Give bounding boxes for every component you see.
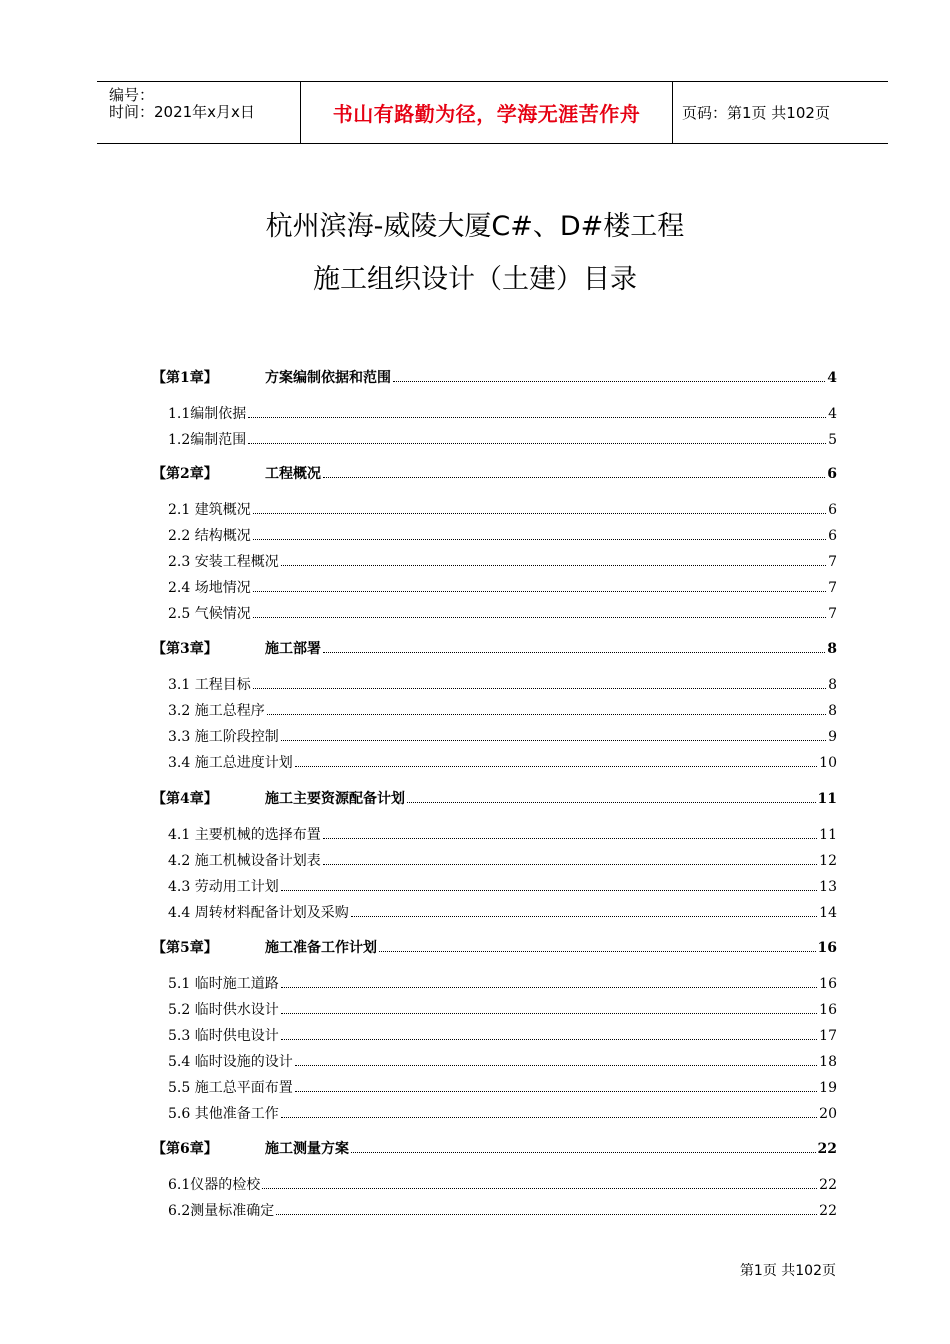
toc-chapter-title: 施工准备工作计划 — [265, 940, 377, 956]
toc-page-number: 16 — [819, 1002, 837, 1018]
toc-chapter-number: 【第2章】 — [152, 466, 218, 482]
toc-section-entry[interactable] — [168, 700, 837, 720]
toc-chapter-entry[interactable] — [152, 1138, 837, 1158]
toc-section-entry[interactable] — [168, 1200, 837, 1220]
document-subtitle: 施工组织设计（土建）目录 — [313, 264, 637, 295]
toc-leader-dots — [323, 651, 825, 653]
toc-leader-dots — [295, 1090, 817, 1092]
toc-leader-dots — [276, 1213, 817, 1215]
toc-section-entry[interactable] — [168, 1051, 837, 1071]
toc-section-title: 2.1 建筑概况 — [168, 502, 251, 518]
toc-page-number: 19 — [819, 1080, 837, 1096]
toc-leader-dots — [281, 1038, 817, 1040]
toc-chapter-number: 【第6章】 — [152, 1141, 218, 1157]
toc-section-title: 5.4 临时设施的设计 — [168, 1054, 293, 1070]
toc-leader-dots — [248, 416, 826, 418]
toc-page-number: 22 — [819, 1177, 837, 1193]
toc-page-number: 11 — [819, 827, 837, 843]
toc-section-entry[interactable] — [168, 551, 837, 571]
toc-page-number: 20 — [819, 1106, 837, 1122]
toc-leader-dots — [323, 476, 825, 478]
toc-page-number: 16 — [819, 976, 837, 992]
toc-chapter-entry[interactable] — [152, 788, 837, 808]
document-header — [97, 81, 888, 144]
toc-section-title: 5.1 临时施工道路 — [168, 976, 279, 992]
toc-leader-dots — [267, 713, 826, 715]
toc-leader-dots — [323, 837, 817, 839]
toc-chapter-title: 工程概况 — [265, 466, 321, 482]
toc-section-title: 4.1 主要机械的选择布置 — [168, 827, 321, 843]
toc-leader-dots — [281, 564, 826, 566]
toc-page-number: 6 — [828, 528, 837, 544]
toc-page-number: 10 — [819, 755, 837, 771]
header-page-label: 页码：第1页 共102页 — [682, 104, 830, 122]
footer-page-label: 第1页 共102页 — [739, 1263, 836, 1279]
toc-section-entry[interactable] — [168, 1103, 837, 1123]
toc-leader-dots — [253, 590, 826, 592]
toc-leader-dots — [253, 538, 826, 540]
toc-leader-dots — [248, 442, 826, 444]
toc-page-number: 8 — [827, 641, 837, 657]
toc-section-entry[interactable] — [168, 577, 837, 597]
toc-section-entry[interactable] — [168, 850, 837, 870]
toc-page-number: 22 — [817, 1141, 837, 1157]
toc-section-title: 3.2 施工总程序 — [168, 703, 265, 719]
header-time-label: 时间：2021年x月x日 — [109, 103, 255, 121]
toc-page-number: 22 — [819, 1203, 837, 1219]
toc-section-entry[interactable] — [168, 752, 837, 772]
toc-page-number: 11 — [817, 791, 837, 807]
toc-section-entry[interactable] — [168, 429, 837, 449]
toc-page-number: 7 — [828, 580, 837, 596]
toc-leader-dots — [407, 801, 816, 803]
toc-section-entry[interactable] — [168, 1174, 837, 1194]
toc-chapter-title: 施工测量方案 — [265, 1141, 349, 1157]
toc-page-number: 12 — [819, 853, 837, 869]
toc-chapter-title: 方案编制依据和范围 — [265, 370, 391, 386]
toc-chapter-number: 【第5章】 — [152, 940, 218, 956]
toc-leader-dots — [281, 1116, 817, 1118]
toc-section-entry[interactable] — [168, 973, 837, 993]
toc-section-entry[interactable] — [168, 403, 837, 423]
toc-section-title: 4.4 周转材料配备计划及采购 — [168, 905, 349, 921]
toc-section-entry[interactable] — [168, 999, 837, 1019]
header-motto-cell — [301, 82, 673, 143]
toc-section-entry[interactable] — [168, 603, 837, 623]
toc-section-title: 1.1编制依据 — [168, 406, 247, 422]
toc-leader-dots — [351, 1151, 816, 1153]
toc-leader-dots — [295, 1064, 817, 1066]
toc-leader-dots — [281, 889, 817, 891]
toc-section-entry[interactable] — [168, 902, 837, 922]
toc-chapter-entry[interactable] — [152, 463, 837, 483]
toc-page-number: 17 — [819, 1028, 837, 1044]
toc-section-title: 6.2测量标准确定 — [168, 1203, 275, 1219]
toc-section-title: 3.3 施工阶段控制 — [168, 729, 279, 745]
toc-page-number: 7 — [828, 606, 837, 622]
toc-page-number: 8 — [828, 703, 837, 719]
toc-section-entry[interactable] — [168, 1025, 837, 1045]
toc-leader-dots — [393, 380, 825, 382]
toc-section-entry[interactable] — [168, 876, 837, 896]
toc-section-title: 3.1 工程目标 — [168, 677, 251, 693]
toc-chapter-entry[interactable] — [152, 638, 837, 658]
toc-leader-dots — [323, 863, 817, 865]
toc-page-number: 7 — [828, 554, 837, 570]
toc-section-entry[interactable] — [168, 499, 837, 519]
header-page-cell — [673, 82, 888, 143]
toc-leader-dots — [351, 915, 817, 917]
toc-section-entry[interactable] — [168, 726, 837, 746]
toc-leader-dots — [253, 687, 826, 689]
toc-leader-dots — [262, 1187, 817, 1189]
toc-section-title: 5.5 施工总平面布置 — [168, 1080, 293, 1096]
toc-chapter-number: 【第3章】 — [152, 641, 218, 657]
toc-page-number: 4 — [827, 370, 837, 386]
toc-section-title: 2.5 气候情况 — [168, 606, 251, 622]
document-title: 杭州滨海-威陵大厦C#、D#楼工程 — [265, 211, 685, 242]
toc-page-number: 18 — [819, 1054, 837, 1070]
toc-leader-dots — [281, 986, 817, 988]
header-info-cell — [97, 82, 301, 143]
toc-chapter-title: 施工主要资源配备计划 — [265, 791, 405, 807]
toc-section-entry[interactable] — [168, 674, 837, 694]
toc-section-title: 4.3 劳动用工计划 — [168, 879, 279, 895]
toc-page-number: 9 — [828, 729, 837, 745]
toc-page-number: 5 — [828, 432, 837, 448]
toc-page-number: 16 — [817, 940, 837, 956]
toc-leader-dots — [253, 616, 826, 618]
toc-section-title: 5.2 临时供水设计 — [168, 1002, 279, 1018]
header-motto: 书山有路勤为径，学海无涯苦作舟 — [332, 102, 641, 126]
toc-section-entry[interactable] — [168, 824, 837, 844]
toc-chapter-entry[interactable] — [152, 367, 837, 387]
toc-page-number: 6 — [827, 466, 837, 482]
toc-section-title: 1.2编制范围 — [168, 432, 247, 448]
toc-section-title: 3.4 施工总进度计划 — [168, 755, 293, 771]
toc-section-title: 2.4 场地情况 — [168, 580, 251, 596]
toc-page-number: 14 — [819, 905, 837, 921]
toc-leader-dots — [379, 950, 816, 952]
toc-section-title: 5.6 其他准备工作 — [168, 1106, 279, 1122]
toc-chapter-entry[interactable] — [152, 937, 837, 957]
toc-page-number: 13 — [819, 879, 837, 895]
toc-leader-dots — [295, 765, 817, 767]
toc-section-entry[interactable] — [168, 525, 837, 545]
toc-section-title: 6.1仪器的检校 — [168, 1177, 261, 1193]
toc-chapter-number: 【第1章】 — [152, 370, 218, 386]
toc-leader-dots — [281, 739, 826, 741]
toc-section-title: 4.2 施工机械设备计划表 — [168, 853, 321, 869]
toc-section-title: 5.3 临时供电设计 — [168, 1028, 279, 1044]
header-number-label: 编号： — [109, 86, 155, 104]
toc-page-number: 4 — [828, 406, 837, 422]
toc-section-entry[interactable] — [168, 1077, 837, 1097]
toc-page-number: 8 — [828, 677, 837, 693]
toc-section-title: 2.3 安装工程概况 — [168, 554, 279, 570]
toc-chapter-number: 【第4章】 — [152, 791, 218, 807]
toc-page-number: 6 — [828, 502, 837, 518]
toc-leader-dots — [281, 1012, 817, 1014]
toc-leader-dots — [253, 512, 826, 514]
toc-chapter-title: 施工部署 — [265, 641, 321, 657]
toc-section-title: 2.2 结构概况 — [168, 528, 251, 544]
